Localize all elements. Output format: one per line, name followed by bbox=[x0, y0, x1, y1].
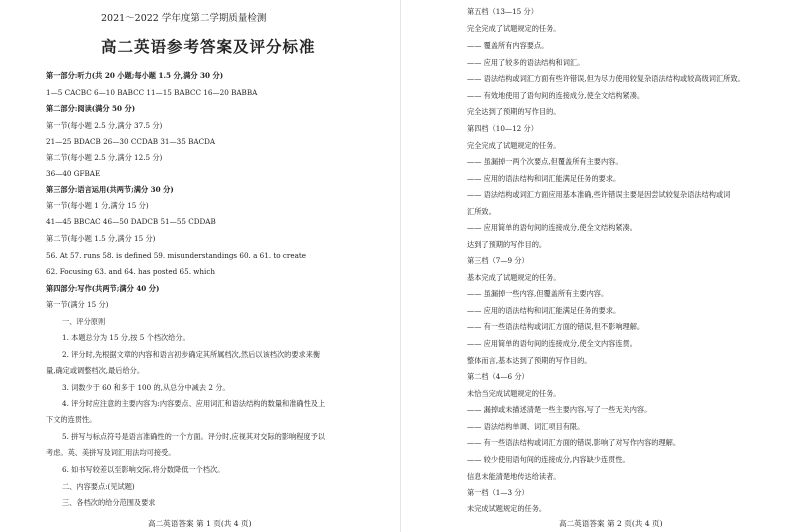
rule-item: 2. 评分时,先根据文章的内容和语言初步确定其所属档次,然后以该档次的要求来衡 bbox=[62, 350, 321, 359]
grade-criterion: —— 应用简单的语句间的连接成分,使全文内容连贯。 bbox=[467, 339, 637, 348]
exam-header: 2021～2022 学年度第二学期质量检测 bbox=[101, 13, 267, 24]
grade-band-summary: 完全完成了试题规定的任务。 bbox=[467, 24, 561, 33]
rule-heading: 一、评分原则 bbox=[62, 317, 106, 326]
page-divider bbox=[400, 0, 401, 532]
answer-line: 62. Focusing 63. and 64. has posted 65. which bbox=[46, 267, 216, 276]
subsection-heading: 第一节(每小题 1 分,满分 15 分) bbox=[46, 201, 149, 210]
answer-page-2 bbox=[403, 0, 794, 532]
grade-criterion: —— 虽漏掉一些内容,但覆盖所有主要内容。 bbox=[467, 289, 609, 298]
grade-band-summary: 整体而言,基本达到了预期的写作目的。 bbox=[467, 356, 592, 365]
grade-band-heading: 第四档（10—12 分） bbox=[467, 124, 538, 133]
grade-criterion: —— 有效地使用了语句间的连接成分,使全文结构紧凑。 bbox=[467, 91, 645, 100]
rule-item-cont: 下文的连贯性。 bbox=[46, 415, 97, 424]
rule-item: 6. 如书写较差以至影响交际,将分数降低一个档次。 bbox=[62, 465, 225, 474]
grade-criterion: —— 有一些语法结构或词汇方面的错误,但不影响理解。 bbox=[467, 322, 645, 331]
grade-band-summary: 达到了预期的写作目的。 bbox=[467, 240, 547, 249]
grade-band-summary: 完全完成了试题规定的任务。 bbox=[467, 141, 561, 150]
rule-item-cont: 量,确定或调整档次,最后给分。 bbox=[46, 366, 145, 375]
answer-line: 36—40 GFBAE bbox=[46, 169, 101, 178]
grade-band-heading: 第一档（1—3 分） bbox=[467, 488, 529, 497]
grade-criterion: —— 较少使用语句间的连接成分,内容缺少连贯性。 bbox=[467, 455, 630, 464]
grade-band-summary: 未完成试题规定的任务。 bbox=[467, 504, 547, 513]
grade-criterion: —— 应用的语法结构和词汇能满足任务的要求。 bbox=[467, 174, 621, 183]
rule-item: 3. 词数少于 60 和多于 100 的,从总分中减去 2 分。 bbox=[62, 383, 230, 392]
grade-criterion: —— 虽漏掉一两个次要点,但覆盖所有主要内容。 bbox=[467, 157, 623, 166]
answer-line: 41—45 BBCAC 46—50 DADCB 51—55 CDDAB bbox=[46, 217, 216, 226]
grade-criterion: —— 漏掉或未描述清楚一些主要内容,写了一些无关内容。 bbox=[467, 405, 652, 414]
subsection-heading: 第一节(每小题 2.5 分,满分 37.5 分) bbox=[46, 121, 163, 130]
subsection-heading: 第一节(满分 15 分) bbox=[46, 300, 109, 309]
rule-item: 1. 本题总分为 15 分,按 5 个档次给分。 bbox=[62, 333, 190, 342]
rule-item-cont: 考虑。英、美拼写及词汇用法均可接受。 bbox=[46, 448, 176, 457]
grade-band-heading: 第五档（13—15 分） bbox=[467, 7, 538, 16]
grade-criterion: —— 应用的语法结构和词汇能满足任务的要求。 bbox=[467, 306, 621, 315]
rule-heading: 三、各档次的给分范围及要求 bbox=[62, 498, 156, 507]
grade-band-heading: 第三档（7—9 分） bbox=[467, 256, 529, 265]
subsection-heading: 第二节(每小题 2.5 分,满分 12.5 分) bbox=[46, 153, 163, 162]
grade-band-summary: 未恰当完成试题规定的任务。 bbox=[467, 389, 561, 398]
page-footer: 高二英语答案 第 1 页(共 4 页) bbox=[148, 519, 252, 528]
grade-criterion: —— 应用了较多的语法结构和词汇。 bbox=[467, 58, 585, 67]
answer-line: 56. At 57. runs 58. is defined 59. misunderstandings 60. a 61. to create bbox=[46, 251, 307, 260]
section-heading: 第一部分:听力(共 20 小题;每小题 1.5 分,满分 30 分) bbox=[46, 71, 224, 80]
section-heading: 第二部分:阅读(满分 50 分) bbox=[46, 104, 136, 113]
section-heading: 第三部分:语言运用(共两节;满分 30 分) bbox=[46, 185, 174, 194]
grade-criterion: —— 应用简单的语句间的连接成分,使全文结构紧凑。 bbox=[467, 223, 637, 232]
answer-line: 21—25 BDACB 26—30 CCDAB 31—35 BACDA bbox=[46, 137, 216, 146]
subsection-heading: 第二节(每小题 1.5 分,满分 15 分) bbox=[46, 234, 156, 243]
rule-item: 5. 拼写与标点符号是语言准确性的一个方面。评分时,应视其对交际的影响程度予以 bbox=[62, 432, 325, 441]
grade-criterion: —— 语法结构单调、词汇项目有限。 bbox=[467, 422, 585, 431]
rule-item: 4. 评分时应注意的主要内容为:内容要点、应用词汇和语法结构的数量和准确性及上 bbox=[62, 399, 326, 408]
grade-band-heading: 第二档（4—6 分） bbox=[467, 372, 529, 381]
grade-band-summary: 基本完成了试题规定的任务。 bbox=[467, 273, 561, 282]
rule-heading: 二、内容要点:(见试题) bbox=[62, 482, 135, 491]
grade-band-summary: 完全达到了预期的写作目的。 bbox=[467, 107, 561, 116]
grade-criterion: —— 有一些语法结构或词汇方面的错误,影响了对写作内容的理解。 bbox=[467, 438, 681, 447]
page-title: 高二英语参考答案及评分标准 bbox=[101, 37, 316, 56]
grade-criterion: —— 语法结构或词汇方面应用基本准确,些许错误主要是因尝试较复杂语法结构或词 bbox=[467, 190, 731, 199]
page-footer: 高二英语答案 第 2 页(共 4 页) bbox=[559, 519, 663, 528]
grade-criterion: —— 覆盖所有内容要点。 bbox=[467, 41, 549, 50]
section-heading: 第四部分:写作(共两节;满分 40 分) bbox=[46, 284, 160, 293]
grade-band-summary: 信息未能清楚地传达给读者。 bbox=[467, 472, 561, 481]
grade-criterion: —— 语法结构或词汇方面有些许错误,但为尽力使用较复杂语法结构或较高级词汇所致。 bbox=[467, 74, 745, 83]
grade-criterion-cont: 汇所致。 bbox=[467, 207, 496, 216]
answer-line: 1—5 CACBC 6—10 BABCC 11—15 BABCC 16—20 BABBA bbox=[46, 88, 258, 97]
